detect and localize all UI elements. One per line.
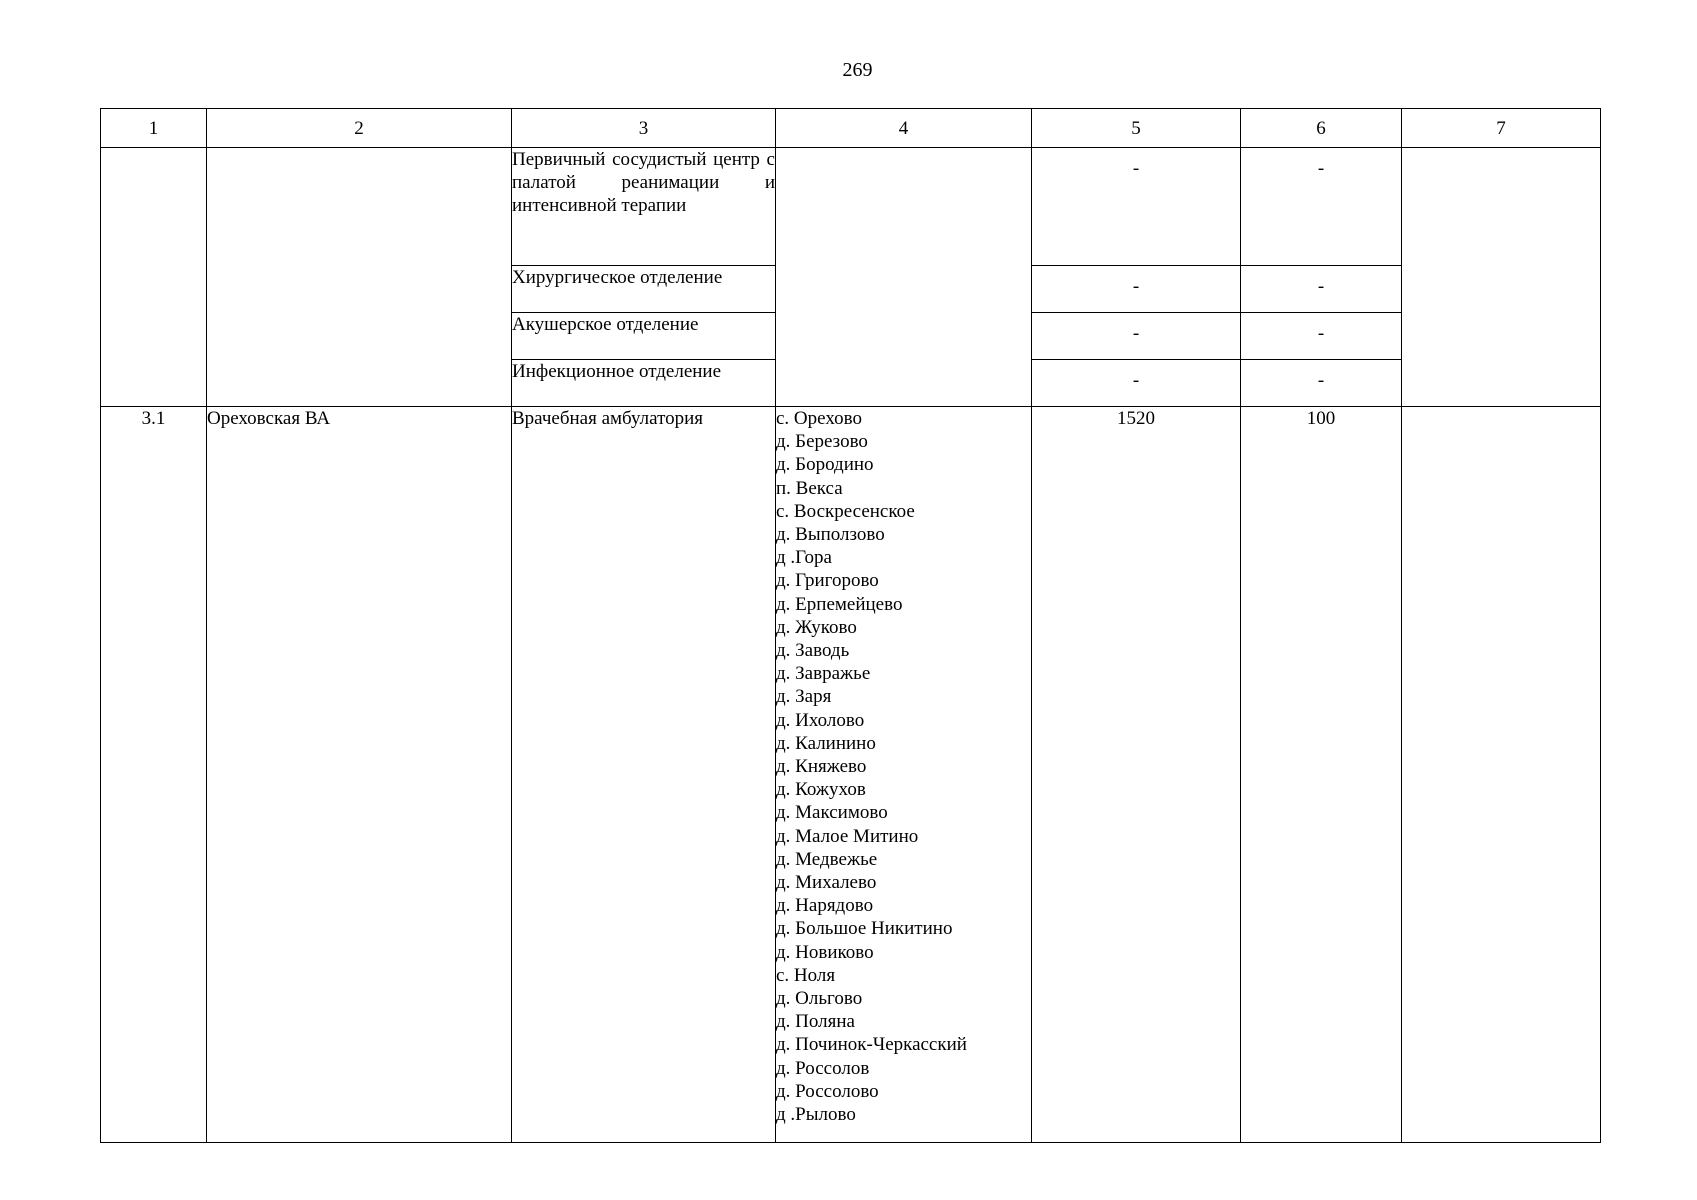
dash-cell: - — [1241, 266, 1402, 313]
table-row — [101, 148, 1601, 266]
dash-cell: - — [1032, 148, 1241, 266]
dash-cell: - — [1032, 360, 1241, 407]
header-cell-3: 3 — [512, 109, 776, 148]
settlement-item: д. Заря — [776, 686, 832, 708]
department-cell: Акушерское отделение — [512, 313, 776, 360]
dash-cell: - — [1241, 360, 1402, 407]
settlement-item: с. Ноля — [776, 964, 836, 986]
settlement-item: д. Григорово — [776, 570, 879, 592]
settlement-item: д. Ихолово — [776, 709, 865, 731]
facility-type-cell: Врачебная амбулатория — [512, 407, 776, 1143]
settlement-item: д. Заводь — [776, 640, 850, 662]
settlement-item: д. Выползово — [776, 524, 885, 546]
distance-cell: 100 — [1241, 407, 1402, 1143]
row-number-cell: 3.1 — [101, 407, 207, 1143]
dash-cell: - — [1032, 313, 1241, 360]
department-cell: Инфекционное отделение — [512, 360, 776, 407]
header-cell-5: 5 — [1032, 109, 1241, 148]
dash-cell: - — [1241, 313, 1402, 360]
settlement-item: д. Калинино — [776, 732, 876, 754]
settlement-item: д. Княжево — [776, 756, 867, 778]
settlement-item: д. Большое Никитино — [776, 918, 953, 940]
empty-cell — [101, 148, 207, 407]
settlement-item: д .Гора — [776, 547, 832, 569]
settlement-item: д. Медвежье — [776, 848, 878, 870]
empty-cell — [207, 148, 512, 407]
settlement-item: д. Кожухов — [776, 779, 866, 801]
table-header-row — [101, 109, 1601, 148]
settlement-item: д. Михалево — [776, 872, 877, 894]
empty-cell — [1402, 407, 1601, 1143]
settlement-item: д. Россолов — [776, 1057, 870, 1079]
header-cell-7: 7 — [1402, 109, 1601, 148]
settlement-item: с. Воскресенское — [776, 500, 915, 522]
dash-cell: - — [1241, 148, 1402, 266]
settlement-item: д .Рылово — [776, 1104, 856, 1126]
settlement-item: д. Максимово — [776, 802, 888, 824]
header-cell-6: 6 — [1241, 109, 1402, 148]
department-cell: Первичный сосудистый центр с палатой реанимации и интенсивной терапии — [512, 148, 776, 266]
settlement-item: п. Векса — [776, 477, 843, 499]
page-number: 269 — [842, 59, 873, 81]
header-cell-2: 2 — [207, 109, 512, 148]
header-cell-1: 1 — [101, 109, 207, 148]
settlement-item: д. Новиково — [776, 941, 874, 963]
data-table — [100, 108, 1601, 1143]
department-cell: Хирургическое отделение — [512, 266, 776, 313]
settlement-item: д. Малое Митино — [776, 825, 919, 847]
settlement-item: д. Ольгово — [776, 988, 863, 1010]
settlement-item: д. Ерпемейцево — [776, 593, 903, 615]
settlement-item: д. Починок-Черкасский — [776, 1034, 967, 1056]
header-cell-4: 4 — [776, 109, 1032, 148]
dash-cell: - — [1032, 266, 1241, 313]
settlement-item: д. Бородино — [776, 454, 874, 476]
empty-cell — [1402, 148, 1601, 407]
settlement-item: д. Нарядово — [776, 895, 874, 917]
settlement-item: д. Березово — [776, 431, 868, 453]
settlement-item: д. Жуково — [776, 616, 857, 638]
settlement-item: д. Поляна — [776, 1011, 855, 1033]
settlements-cell — [776, 407, 1032, 1143]
settlement-item: д. Завражье — [776, 663, 871, 685]
settlement-item: д. Россолово — [776, 1080, 879, 1102]
empty-cell — [776, 148, 1032, 407]
population-cell: 1520 — [1032, 407, 1241, 1143]
table-row — [101, 407, 1601, 1143]
settlement-item: с. Орехово — [776, 408, 862, 429]
facility-name-cell: Ореховская ВА — [207, 407, 512, 1143]
